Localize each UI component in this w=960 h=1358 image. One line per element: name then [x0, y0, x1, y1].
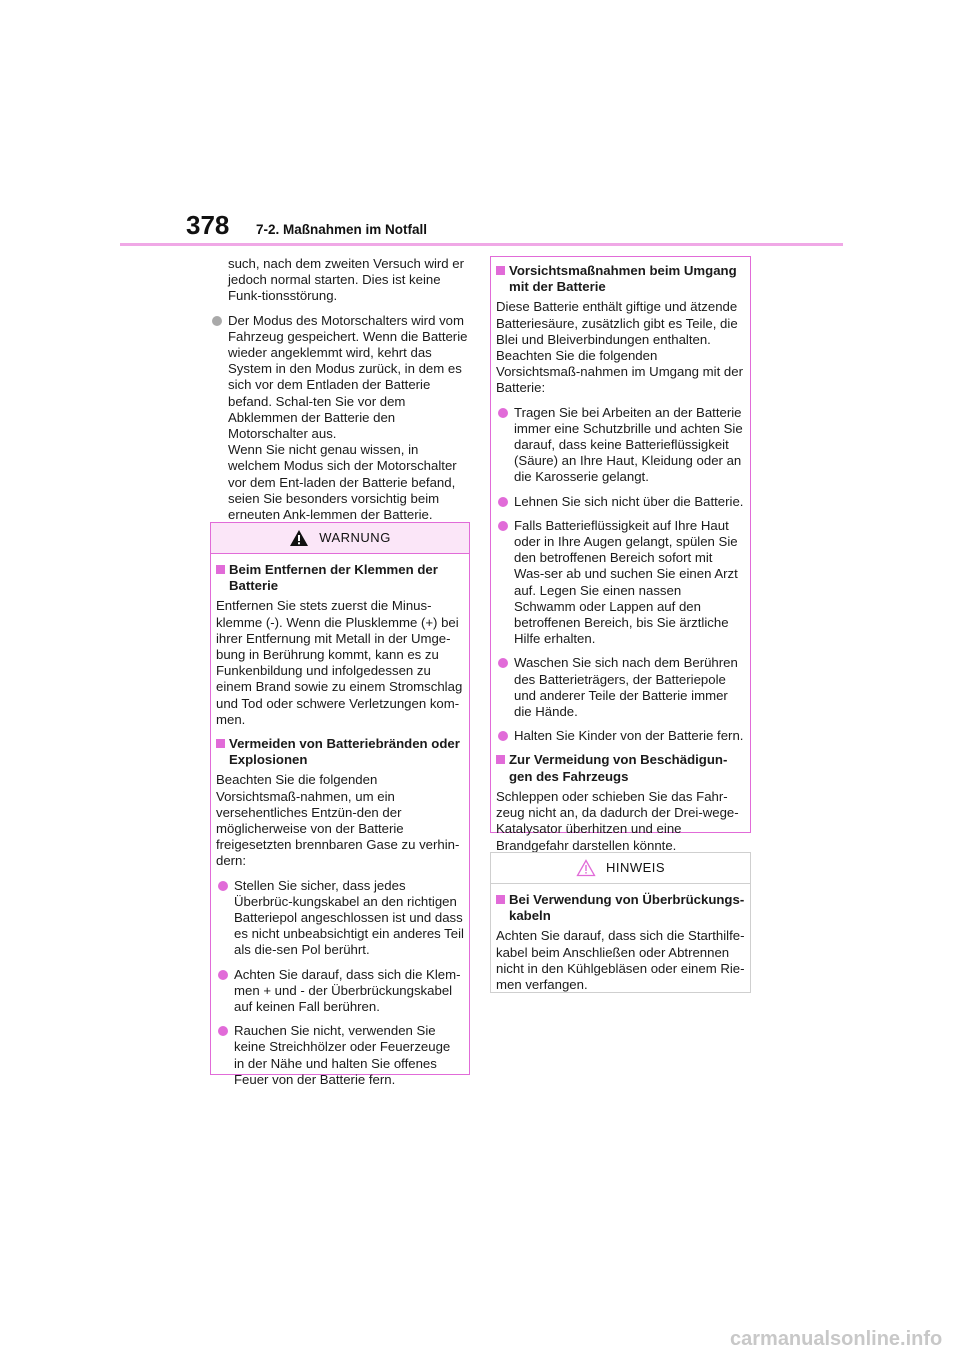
- intro-text-block: [210, 256, 470, 531]
- section-text: Beachten Sie die folgenden Vorsichtsmaß-nahmen, um ein versehentliches Entzün-den der möglicherweise von der Batterie freigesetzten brennbaren Gase zu verhin-dern:: [216, 772, 460, 869]
- list-item: Tragen Sie bei Arbeiten an der Batterie immer eine Schutzbrille und achten Sie darauf, dass keine Batterieflüssigkeit (Säure) an Ihre Haut, Kleidung oder an die Karosserie gelangt.: [496, 405, 745, 486]
- warning-box-continued-body: [491, 257, 750, 868]
- bullet-dot-icon: [498, 521, 508, 531]
- section-text: Entfernen Sie stets zuerst die Minus-klemme (-). Wenn die Plusklemme (+) bei ihrer Entfernung mit Metall in der Umge-bung in Berührung kommt, kann es zu Funkenbildung und infolgedessen zu einem Brand sowie zu einem Stromschlag und Tod oder schwere Verletzungen kom-men.: [216, 598, 463, 727]
- caution-triangle-outline-icon: [576, 859, 596, 877]
- list-item: Rauchen Sie nicht, verwenden Sie keine Streichhölzer oder Feuerzeuge in der Nähe und halten Sie offenes Feuer von der Batterie fern.: [216, 1023, 464, 1088]
- list-item: Stellen Sie sicher, dass jedes Überbrüc-kungskabel an den richtigen Batteriepol angeschlossen ist und dass es nicht unbeabsichtigt ein anderes Teil als die-sen Pol berührt.: [216, 878, 464, 959]
- bullet-dot-icon: [498, 731, 508, 741]
- bullet-dot-icon: [218, 970, 228, 980]
- list-item: Halten Sie Kinder von der Batterie fern.: [496, 728, 745, 744]
- warning-box: [210, 522, 470, 1087]
- bullet-dot-icon: [212, 316, 222, 326]
- page-number: 378: [186, 210, 230, 240]
- watermark-logo: carmanualsonline.info: [730, 1328, 943, 1350]
- warning-box-continued: [490, 256, 751, 853]
- list-item: Lehnen Sie sich nicht über die Batterie.: [496, 494, 745, 510]
- section-heading: Bei Verwendung von Überbrückungs-kabeln: [496, 892, 745, 924]
- square-bullet-icon: [496, 755, 505, 764]
- header-divider: [120, 243, 843, 246]
- bullet-dot-icon: [218, 1026, 228, 1036]
- bullet-dot-icon: [498, 408, 508, 418]
- square-bullet-icon: [496, 266, 505, 275]
- list-item: Achten Sie darauf, dass sich die Klem-men + und - der Überbrückungskabel auf keinen Fall berühren.: [216, 967, 464, 1016]
- section-heading: Beim Entfernen der Klemmen der Batterie: [216, 562, 464, 594]
- notice-box-body: [491, 884, 750, 1007]
- bullet-text-extra: Wenn Sie nicht genau wissen, in welchem Modus sich der Motorschalter vor dem Ent-laden der Batterie befand, seien Sie besonders vorsichtig beim erneuten Ank-lemmen der Batterie.: [228, 442, 457, 523]
- warning-label: WARNUNG: [319, 529, 391, 545]
- warning-triangle-icon: [289, 529, 309, 547]
- square-bullet-icon: [496, 895, 505, 904]
- section-text: Schleppen oder schieben Sie das Fahr-zeug nicht an, da dadurch der Drei-wege-Katalysator überhitzen und eine Brandgefahr darstellen könnte.: [496, 788, 739, 853]
- section-text: Achten Sie darauf, dass sich die Starthilfe-kabel beim Anschließen oder Abtrennen nicht in den Kühlgebläsen oder einem Rie-men verfangen.: [496, 928, 745, 993]
- section-text: Diese Batterie enthält giftige und ätzende Batteriesäure, zusätzlich gibt es Teile, die Blei und Bleiverbindungen enthalten. Beachten Sie die folgenden Vorsichtsmaß-nahmen im Umgang mit der Batterie:: [496, 299, 743, 396]
- square-bullet-icon: [216, 739, 225, 748]
- section-heading: Vorsichtsmaßnahmen beim Umgang mit der Batterie: [496, 263, 745, 295]
- square-bullet-icon: [216, 565, 225, 574]
- notice-label: HINWEIS: [605, 859, 666, 875]
- warning-box-body: [211, 554, 469, 1102]
- bullet-dot-icon: [498, 658, 508, 668]
- section-heading: Zur Vermeidung von Beschädigun-gen des Fahrzeugs: [496, 752, 745, 784]
- bullet-dot-icon: [498, 497, 508, 507]
- bullet-dot-icon: [218, 881, 228, 891]
- continuation-paragraph: such, nach dem zweiten Versuch wird er jedoch normal starten. Dies ist keine Funk-tionsstörung.: [228, 256, 465, 304]
- list-item: Falls Batterieflüssigkeit auf Ihre Haut oder in Ihre Augen gelangt, spülen Sie den betroffenen Bereich sofort mit Was-ser ab und suchen Sie einen Arzt auf. Legen Sie einen nassen Schwamm oder Lappen auf den betroffenen Bereich, bis Sie ärztliche Hilfe erhalten.: [496, 518, 745, 648]
- section-title: 7-2. Maßnahmen im Notfall: [256, 222, 428, 237]
- bullet-text: Der Modus des Motorschalters wird vom Fahrzeug gespeichert. Wenn die Batterie wieder angeklemmt wird, kehrt das System in den Modus zurück, in dem es sich vor dem Entladen der Batterie befand. Schal-ten Sie vor dem Abklemmen der Batterie den Motorschalter aus.: [228, 312, 468, 442]
- section-heading: Vermeiden von Batteriebränden oder Explosionen: [216, 736, 464, 768]
- list-item: Waschen Sie sich nach dem Berühren des Batterieträgers, der Batteriepole und anderer Teile der Batterie immer die Hände.: [496, 655, 745, 720]
- notice-box-header: [491, 853, 750, 884]
- warning-box-header: [211, 523, 469, 554]
- notice-box: [490, 852, 751, 993]
- list-item: [210, 313, 470, 524]
